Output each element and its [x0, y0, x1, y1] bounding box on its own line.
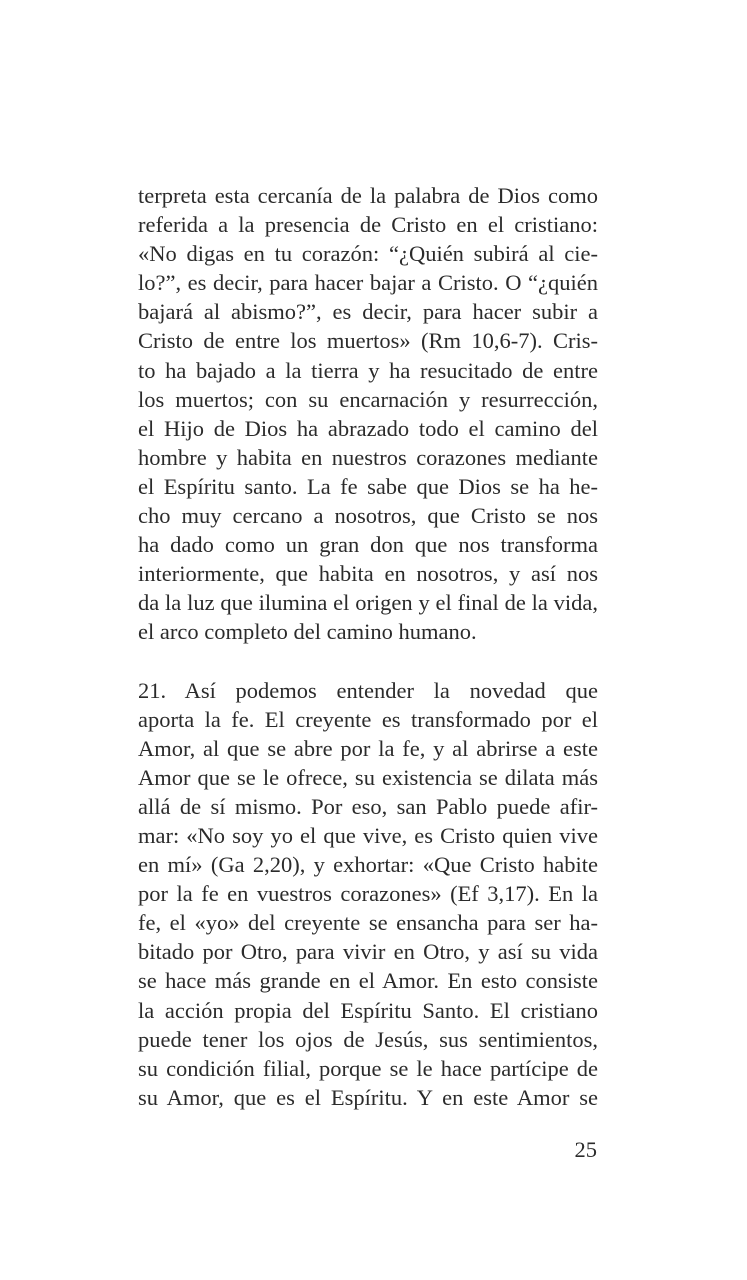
text-line: bitado por Otro, para vivir en Otro, y así su vida: [138, 939, 598, 965]
text-line: to ha bajado a la tierra y ha resucitado de entre: [138, 357, 598, 383]
text-line: hombre y habita en nuestros corazones mediante: [138, 444, 598, 470]
text-line: bajará al abismo?”, es decir, para hacer subir a: [138, 299, 598, 325]
page-number: 25: [574, 1137, 597, 1162]
text-line: Amor, al que se abre por la fe, y al abrirse a este: [138, 735, 598, 761]
text-line: cho muy cercano a nosotros, que Cristo se nos: [138, 503, 598, 529]
text-line: su Amor, que es el Espíritu. Y en este Amor se: [138, 1084, 598, 1110]
text-line: lo?”, es decir, para hacer bajar a Cristo. O “¿quién: [138, 270, 598, 296]
page-body: [138, 181, 598, 1112]
text-line: aporta la fe. El creyente es transformado por el: [138, 706, 598, 732]
text-line: el Espíritu santo. La fe sabe que Dios se ha he-: [138, 473, 598, 499]
text-line: en mí» (Ga 2,20), y exhortar: «Que Cristo habite: [138, 852, 598, 878]
text-line: el arco completo del camino humano.: [138, 619, 477, 645]
text-line: interiormente, que habita en nosotros, y así nos: [138, 561, 598, 587]
text-line: por la fe en vuestros corazones» (Ef 3,17). En la: [138, 881, 598, 907]
text-line: mar: «No soy yo el que vive, es Cristo quien vive: [138, 822, 598, 848]
text-line: fe, el «yo» del creyente se ensancha para ser ha-: [138, 910, 598, 936]
text-line: ha dado como un gran don que nos transforma: [138, 532, 598, 558]
text-line: la acción propia del Espíritu Santo. El cristiano: [138, 997, 598, 1023]
text-line: terpreta esta cercanía de la palabra de Dios como: [138, 183, 598, 208]
text-line: Amor que se le ofrece, su existencia se dilata más: [138, 764, 598, 790]
paragraph-continuation: [138, 181, 598, 647]
text-line: los muertos; con su encarnación y resurrección,: [138, 386, 598, 412]
paragraph-21: [138, 676, 598, 1112]
text-line: da la luz que ilumina el origen y el final de la vida,: [138, 590, 598, 616]
text-line: el Hijo de Dios ha abrazado todo el camino del: [138, 415, 598, 441]
text-line: Cristo de entre los muertos» (Rm 10,6-7). Cris-: [138, 328, 598, 354]
text-line: allá de sí mismo. Por eso, san Pablo puede afir-: [138, 793, 598, 819]
text-line: 21. Así podemos entender la novedad que: [138, 677, 598, 703]
text-line: se hace más grande en el Amor. En esto consiste: [138, 968, 598, 994]
text-line: referida a la presencia de Cristo en el cristiano:: [138, 212, 598, 238]
text-line: «No digas en tu corazón: “¿Quién subirá al cie-: [138, 241, 598, 267]
text-line: puede tener los ojos de Jesús, sus sentimientos,: [138, 1026, 598, 1052]
text-line: su condición filial, porque se le hace partícipe de: [138, 1055, 598, 1081]
